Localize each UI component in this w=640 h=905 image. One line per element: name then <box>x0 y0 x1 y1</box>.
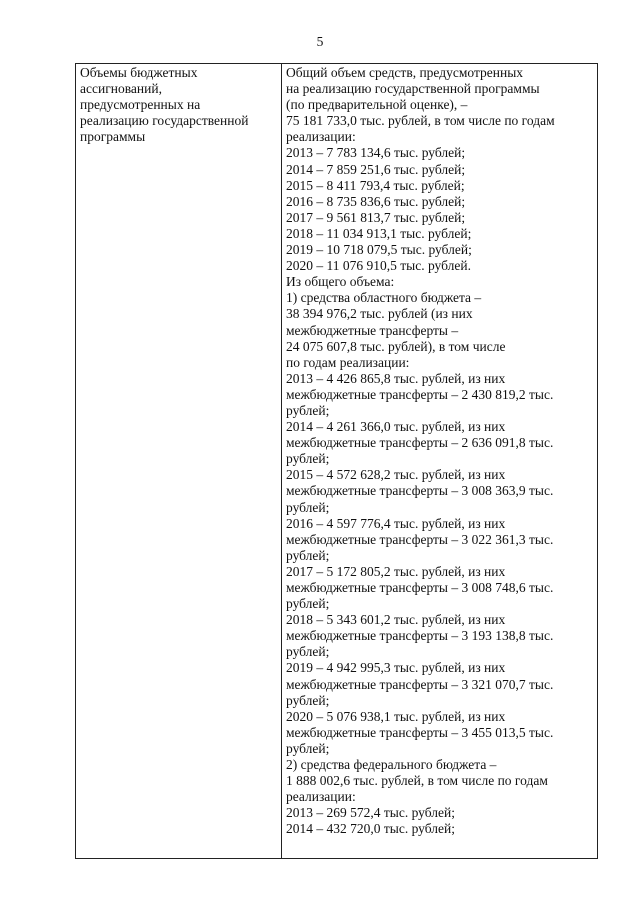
funding-line: Из общего объема: <box>286 274 395 290</box>
funding-line: 2018 – 5 343 601,2 тыс. рублей, из них <box>286 612 506 628</box>
funding-line: межбюджетные трансферты – 3 008 748,6 тыс. <box>286 580 554 595</box>
funding-line: 2013 – 7 783 134,6 тыс. рублей; <box>286 145 466 161</box>
funding-line: 2015 – 4 572 628,2 тыс. рублей, из них <box>286 467 506 483</box>
funding-line: 75 181 733,0 тыс. рублей, в том числе по годам <box>286 113 555 129</box>
funding-line: 2014 – 7 859 251,6 тыс. рублей; <box>286 161 466 177</box>
funding-line: межбюджетные трансферты – <box>286 322 459 338</box>
funding-line: рублей; <box>286 402 330 418</box>
funding-line: межбюджетные трансферты – 3 008 363,9 тыс. <box>286 483 554 499</box>
funding-line: рублей; <box>286 740 330 756</box>
funding-line: реализации: <box>286 789 356 805</box>
funding-line: 2019 – 4 942 995,3 тыс. рублей, из них <box>286 660 506 676</box>
funding-line: рублей; <box>286 499 330 515</box>
funding-line: 2014 – 432 720,0 тыс. рублей; <box>286 821 455 837</box>
funding-line: 2015 – 8 411 793,4 тыс. рублей; <box>286 177 465 193</box>
label-line: реализацию государственной <box>80 113 249 129</box>
label-line: Объемы бюджетных <box>80 65 198 80</box>
funding-line: 24 075 607,8 тыс. рублей), в том числе <box>286 338 506 354</box>
funding-line: рублей; <box>286 451 330 467</box>
funding-line: 2019 – 10 718 079,5 тыс. рублей; <box>286 242 472 258</box>
funding-line: межбюджетные трансферты – 3 193 138,8 тыс. <box>286 628 554 644</box>
funding-line: 2020 – 5 076 938,1 тыс. рублей, из них <box>286 708 506 724</box>
funding-line: (по предварительной оценке), – <box>286 97 468 113</box>
funding-line: межбюджетные трансферты – 3 022 361,3 тыс. <box>286 531 554 547</box>
funding-line: межбюджетные трансферты – 2 636 091,8 тыс. <box>286 435 554 451</box>
funding-line: межбюджетные трансферты – 3 321 070,7 тыс. <box>286 676 554 692</box>
funding-line: 1) средства областного бюджета – <box>286 290 482 306</box>
funding-line: рублей; <box>286 692 330 708</box>
funding-line: рублей; <box>286 547 330 563</box>
funding-line: по годам реализации: <box>286 354 410 370</box>
label-line: предусмотренных на <box>80 97 201 113</box>
funding-line: 2017 – 9 561 813,7 тыс. рублей; <box>286 209 466 225</box>
funding-line: 2013 – 269 572,4 тыс. рублей; <box>286 805 455 821</box>
page-number: 5 <box>316 34 324 49</box>
funding-line: Общий объем средств, предусмотренных <box>286 65 524 80</box>
funding-line: рублей; <box>286 596 330 612</box>
funding-line: 38 394 976,2 тыс. рублей (из них <box>286 306 473 322</box>
row-label-cell <box>76 64 282 859</box>
funding-text <box>286 65 593 838</box>
funding-line: 2016 – 8 735 836,6 тыс. рублей; <box>286 193 466 209</box>
funding-line: реализации: <box>286 129 356 145</box>
funding-line: 2) средства федерального бюджета – <box>286 757 497 773</box>
row-content-cell <box>282 64 598 859</box>
funding-line: на реализацию государственной программы <box>286 81 540 97</box>
table-row <box>76 64 598 859</box>
funding-line: межбюджетные трансферты – 3 455 013,5 тыс. <box>286 724 554 740</box>
funding-line: 2016 – 4 597 776,4 тыс. рублей, из них <box>286 515 506 531</box>
funding-line: 1 888 002,6 тыс. рублей, в том числе по годам <box>286 773 548 789</box>
funding-line: 2014 – 4 261 366,0 тыс. рублей, из них <box>286 419 506 435</box>
funding-line: межбюджетные трансферты – 2 430 819,2 тыс. <box>286 386 554 402</box>
funding-line: 2020 – 11 076 910,5 тыс. рублей. <box>286 258 471 274</box>
funding-line: 2017 – 5 172 805,2 тыс. рублей, из них <box>286 563 506 579</box>
label-line: программы <box>80 129 146 145</box>
label-line: ассигнований, <box>80 81 162 97</box>
funding-line: 2013 – 4 426 865,8 тыс. рублей, из них <box>286 370 506 386</box>
funding-line: рублей; <box>286 644 330 660</box>
program-funding-table <box>75 63 598 859</box>
funding-line: 2018 – 11 034 913,1 тыс. рублей; <box>286 225 472 241</box>
